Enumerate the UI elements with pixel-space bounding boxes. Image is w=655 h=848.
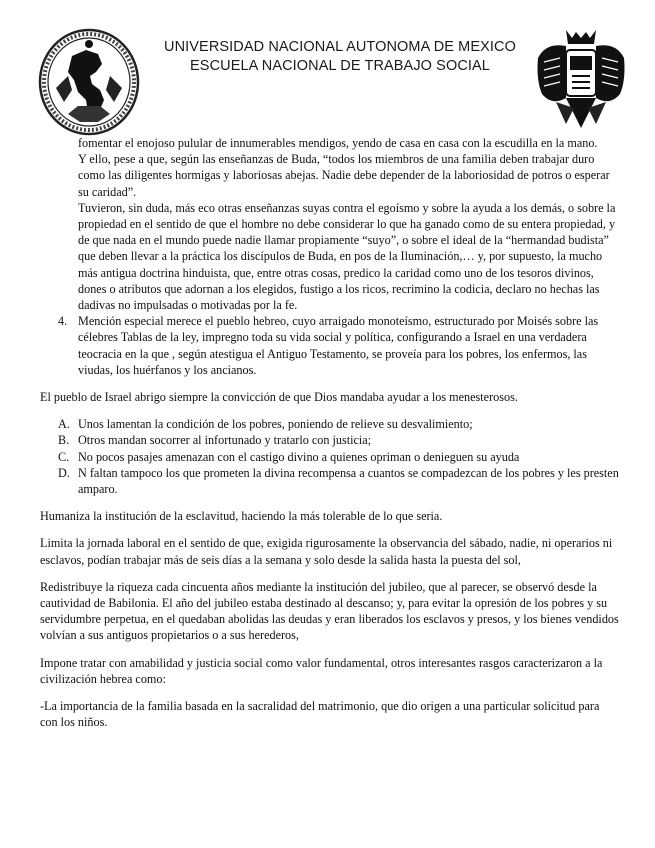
- limita-paragraph: Limita la jornada laboral en el sentido de que, exigida rigurosamente la observancia del sábado, nadie, ni operarios ni esclavos, podían trabajar más de seis días a la semana y solo desde la salida hasta la puesta del sol,: [40, 536, 613, 567]
- list-item-text: Unos lamentan la condición de los pobres, poniendo de relieve su desvalimiento;: [78, 417, 473, 432]
- item-number: 4.: [58, 314, 68, 329]
- redistribuye-paragraph: Redistribuye la riqueza cada cincuenta años mediante la institución del jubileo, que al parecer, se observó desde la cautividad de Babilonia. El año del jubileo estaba destinado al descanso; y, para evitar la opresión de los pobres y su servidumbre perpetua, en el quedaban abolidas las deudas y eran liberados los esclavos y presos, y los bienes vendidos volvían a sus antiguos propietarios o a sus herederos,: [40, 579, 619, 643]
- letterhead: [0, 0, 655, 140]
- list-item: [40, 416, 620, 432]
- list-item: [40, 465, 620, 497]
- list-item-text: N faltan tampoco los que prometen la divina recompensa a cuantos se compadezcan de los pobres y les presten amparo.: [78, 465, 619, 497]
- document-body: [40, 135, 620, 731]
- lettered-list: [40, 416, 620, 497]
- impone-paragraph: Impone tratar con amabilidad y justicia social como valor fundamental, otros interesantes rasgos caracterizaron a la civilización hebrea como:: [40, 655, 603, 686]
- list-item-label: A.: [58, 417, 70, 432]
- ents-eagle-crest-icon: [536, 28, 626, 134]
- tuvieron-paragraph: Tuvieron, sin duda, más eco otras enseñanzas suyas contra el egoísmo y sobre la ayuda a los demás, o sobre la propiedad en el sentido de que el hombre no debe considerar lo que ha ganado como de su entera propiedad, y de que nada en el mundo puede nadie llamar propiamente “suyo”, o sobre el ideal de la “hermandad budista” que deben llevar a la práctica los discípulos de Buda, en pos de la Iluminación,… y, por supuesto, la mucho más antigua doctrina hinduista, que, entre otras cosas, predico la caridad como uno de los tesoros divinos, dones o atributos que adornan a los elegidos, fustigo a los ricos, recrimino la codicia, declaro no hechas las dadivas no impulsadas o motivadas por la fe.: [78, 200, 616, 313]
- familia-paragraph: -La importancia de la familia basada en la sacralidad del matrimonio, que dio origen a una particular solicitud para con los niños.: [40, 699, 600, 730]
- buddha-paragraph: Y ello, pese a que, según las enseñanzas de Buda, “todos los miembros de una familia deben trabajar duro como las diligentes hormigas y laboriosas abejas. Nadie debe depender de la laboriosidad de potros o esperar su caridad”.: [78, 152, 610, 199]
- list-item: [40, 449, 620, 465]
- list-item-text: No pocos pasajes amenazan con el castigo divino a quienes opriman o denieguen su ayuda: [78, 449, 520, 464]
- list-item: [40, 432, 620, 448]
- list-item-text: Otros mandan socorrer al infortunado y tratarlo con justicia;: [78, 433, 372, 448]
- numbered-item-4: [40, 313, 620, 378]
- continued-paragraph: fomentar el enojoso pulular de innumerables mendigos, yendo de casa en casa con la escudilla en la mano.: [78, 136, 598, 150]
- list-item-label: C.: [58, 449, 70, 464]
- item-text: Mención especial merece el pueblo hebreo, cuyo arraigado monoteísmo, estructurado por Moisés sobre las célebres Tablas de la ley, impregno toda su vida social y política, configurando a Israel en una verdadera teocracia en la que , según atestigua el Antiguo Testamento, se proveía para los pobres, los enfermos, las viudas, los huérfanos y los ancianos.: [78, 314, 599, 377]
- university-name: UNIVERSIDAD NACIONAL AUTONOMA DE MEXICO: [164, 39, 516, 55]
- israel-paragraph: El pueblo de Israel abrigo siempre la convicción de que Dios mandaba ayudar a los menesterosos.: [40, 390, 518, 405]
- list-item-label: B.: [58, 433, 70, 448]
- letterhead-titles: [150, 38, 530, 76]
- unam-seal-icon: [38, 28, 140, 136]
- humaniza-paragraph: Humaniza la institución de la esclavitud, haciendo la más tolerable de lo que seria.: [40, 509, 443, 524]
- school-name: ESCUELA NACIONAL DE TRABAJO SOCIAL: [190, 58, 490, 74]
- continued-section: [40, 135, 620, 313]
- list-item-label: D.: [58, 465, 70, 480]
